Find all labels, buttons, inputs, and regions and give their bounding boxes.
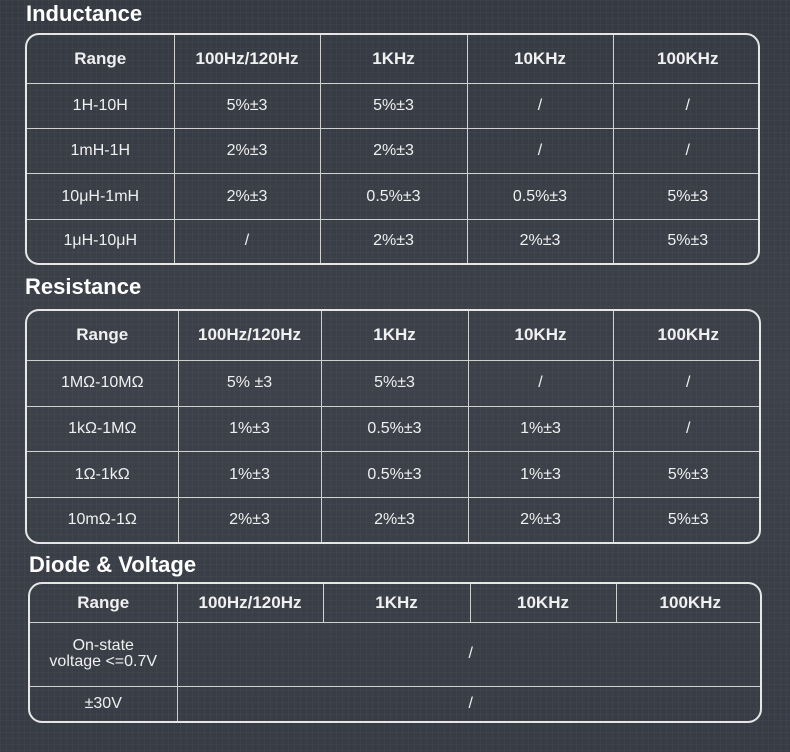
value-cell: / bbox=[467, 84, 613, 129]
header-100khz: 100KHz bbox=[613, 311, 761, 360]
header-10khz: 10KHz bbox=[468, 311, 613, 360]
table-row bbox=[27, 129, 760, 174]
resistance-table bbox=[25, 309, 761, 544]
value-cell: / bbox=[177, 622, 762, 686]
table-row bbox=[30, 687, 762, 721]
header-10khz: 10KHz bbox=[467, 35, 613, 84]
value-cell: 2%±3 bbox=[174, 129, 320, 174]
value-cell: 2%±3 bbox=[174, 174, 320, 219]
table-header-row bbox=[27, 35, 760, 84]
range-cell bbox=[30, 622, 177, 686]
value-cell: 2%±3 bbox=[320, 129, 467, 174]
table-row bbox=[27, 174, 760, 219]
value-cell: 1%±3 bbox=[468, 406, 613, 452]
range-cell: 1H-10H bbox=[27, 84, 174, 129]
value-cell: 0.5%±3 bbox=[321, 452, 468, 498]
value-cell: 5%±3 bbox=[174, 84, 320, 129]
value-cell: 1%±3 bbox=[468, 452, 613, 498]
value-cell: 2%±3 bbox=[467, 219, 613, 263]
value-cell: 0.5%±3 bbox=[321, 406, 468, 452]
header-100hz: 100Hz/120Hz bbox=[174, 35, 320, 84]
value-cell: / bbox=[467, 129, 613, 174]
range-cell: 1mH-1H bbox=[27, 129, 174, 174]
table-row bbox=[27, 452, 761, 498]
value-cell: 5%±3 bbox=[613, 174, 760, 219]
value-cell: / bbox=[613, 360, 761, 406]
value-cell: / bbox=[613, 406, 761, 452]
table-row bbox=[27, 497, 761, 542]
diode-voltage-table bbox=[28, 582, 762, 723]
value-cell: 2%±3 bbox=[321, 497, 468, 542]
header-range: Range bbox=[30, 584, 177, 622]
header-100hz: 100Hz/120Hz bbox=[177, 584, 323, 622]
range-cell: 10μH-1mH bbox=[27, 174, 174, 219]
value-cell: / bbox=[174, 219, 320, 263]
table-row bbox=[27, 219, 760, 263]
header-100khz: 100KHz bbox=[613, 35, 760, 84]
value-cell: / bbox=[613, 129, 760, 174]
value-cell: 5%±3 bbox=[320, 84, 467, 129]
header-1khz: 1KHz bbox=[321, 311, 468, 360]
header-range: Range bbox=[27, 311, 178, 360]
value-cell: 5%±3 bbox=[613, 452, 761, 498]
inductance-title: Inductance bbox=[26, 1, 143, 26]
value-cell: 2%±3 bbox=[320, 219, 467, 263]
value-cell: 5%±3 bbox=[321, 360, 468, 406]
value-cell: 2%±3 bbox=[178, 497, 321, 542]
range-cell: 1kΩ-1MΩ bbox=[27, 406, 178, 452]
range-cell: 1μH-10μH bbox=[27, 219, 174, 263]
value-cell: / bbox=[177, 687, 762, 721]
resistance-title: Resistance bbox=[25, 274, 142, 299]
range-cell: 1Ω-1kΩ bbox=[27, 452, 178, 498]
value-cell: 5% ±3 bbox=[178, 360, 321, 406]
range-cell: 10mΩ-1Ω bbox=[27, 497, 178, 542]
value-cell: / bbox=[613, 84, 760, 129]
value-cell: 2%±3 bbox=[468, 497, 613, 542]
header-10khz: 10KHz bbox=[470, 584, 616, 622]
header-100hz: 100Hz/120Hz bbox=[178, 311, 321, 360]
table-row bbox=[30, 622, 762, 686]
header-1khz: 1KHz bbox=[323, 584, 470, 622]
value-cell: 0.5%±3 bbox=[320, 174, 467, 219]
table-header-row bbox=[30, 584, 762, 622]
header-1khz: 1KHz bbox=[320, 35, 467, 84]
value-cell: 5%±3 bbox=[613, 219, 760, 263]
value-cell: 0.5%±3 bbox=[467, 174, 613, 219]
header-100khz: 100KHz bbox=[616, 584, 762, 622]
table-row bbox=[27, 406, 761, 452]
inductance-table bbox=[25, 33, 760, 265]
header-range: Range bbox=[27, 35, 174, 84]
value-cell: / bbox=[468, 360, 613, 406]
range-cell: ±30V bbox=[30, 687, 177, 721]
table-row bbox=[27, 84, 760, 129]
range-line-1: On-state bbox=[72, 636, 134, 654]
table-header-row bbox=[27, 311, 761, 360]
table-row bbox=[27, 360, 761, 406]
value-cell: 1%±3 bbox=[178, 452, 321, 498]
value-cell: 1%±3 bbox=[178, 406, 321, 452]
range-line-2: voltage <=0.7V bbox=[49, 653, 158, 671]
diode-voltage-title: Diode & Voltage bbox=[29, 552, 197, 577]
range-cell: 1MΩ-10MΩ bbox=[27, 360, 178, 406]
value-cell: 5%±3 bbox=[613, 497, 761, 542]
